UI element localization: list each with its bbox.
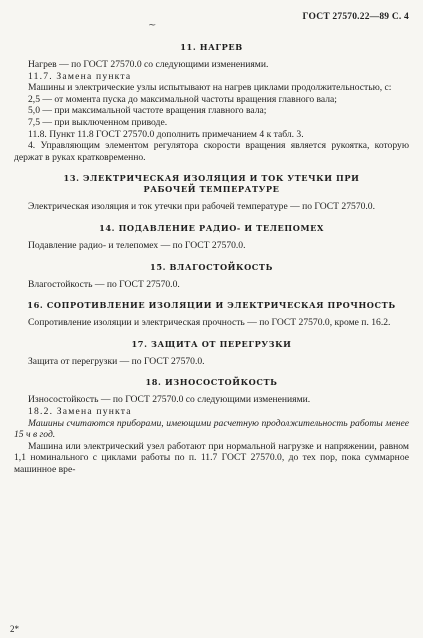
paragraph-italic: Машины считаются приборами, имеющими расчетную продолжительность работы менее 15 ч в год. [14,417,409,441]
page-header: ГОСТ 27570.22—89 С. 4 [302,12,409,22]
page-footer-mark: 2* [10,624,19,634]
section-title-13 [14,173,409,195]
section-title-16: 16. СОПРОТИВЛЕНИЕ ИЗОЛЯЦИИ И ЭЛЕКТРИЧЕСКАЯ ПРОЧНОСТЬ [27,300,396,311]
paragraph: Сопротивление изоляции и электрическая прочность — по ГОСТ 27570.0, кроме п. 16.2. [28,317,391,329]
paragraph: Износостойкость — по ГОСТ 27570.0 со следующими изменениями. [28,394,311,406]
paragraph: 7,5 — при выключенном приводе. [28,116,168,128]
paragraph: 5,0 — при максимальной частоте вращения главного вала; [28,105,267,117]
paragraph: Машина или электрический узел работают при нормальной нагрузке и напряжении, равном 1,1 номинального с циклами работы по п. 11.7 ГОСТ 27570.0, до тех пор, пока суммарное машинное вре- [14,440,409,475]
paragraph: Электрическая изоляция и ток утечки при рабочей температуре — по ГОСТ 27570.0. [28,201,376,213]
paragraph: Подавление радио- и телепомех — по ГОСТ 27570.0. [28,239,246,251]
paragraph: Нагрев — по ГОСТ 27570.0 со следующими изменениями. [28,59,269,70]
subsection-heading: 11.7. Замена пункта [28,70,132,82]
document-body [14,42,409,475]
section-title-17: 17. ЗАЩИТА ОТ ПЕРЕГРУЗКИ [131,338,292,349]
paragraph: Машины и электрические узлы испытывают на нагрев циклами продолжительностью, с: [28,82,392,94]
paragraph: Влагостойкость — по ГОСТ 27570.0. [28,278,180,290]
subsection-heading: 18.2. Замена пункта [28,405,132,417]
paragraph: 2,5 — от момента пуска до максимальной частоты вращения главного вала; [28,93,337,105]
section-title-13-line2: РАБОЧЕЙ ТЕМПЕРАТУРЕ [143,184,280,195]
paragraph: Защита от перегрузки — по ГОСТ 27570.0. [28,355,205,367]
paragraph: 4. Управляющим элементом регулятора скорости вращения является рукоятка, которую держат в руках кратковременно. [14,140,409,163]
section-title-18: 18. ИЗНОСОСТОЙКОСТЬ [145,377,278,388]
section-title-14: 14. ПОДАВЛЕНИЕ РАДИО- И ТЕЛЕПОМЕХ [99,222,324,233]
section-title-11: 11. НАГРЕВ [180,42,243,52]
section-title-13-line1: 13. ЭЛЕКТРИЧЕСКАЯ ИЗОЛЯЦИЯ И ТОК УТЕЧКИ ПРИ [63,173,360,184]
section-title-15: 15. ВЛАГОСТОЙКОСТЬ [150,261,273,272]
top-mark: ~ [148,20,157,31]
paragraph: 11.8. Пункт 11.8 ГОСТ 27570.0 дополнить примечанием 4 к табл. 3. [28,128,304,140]
